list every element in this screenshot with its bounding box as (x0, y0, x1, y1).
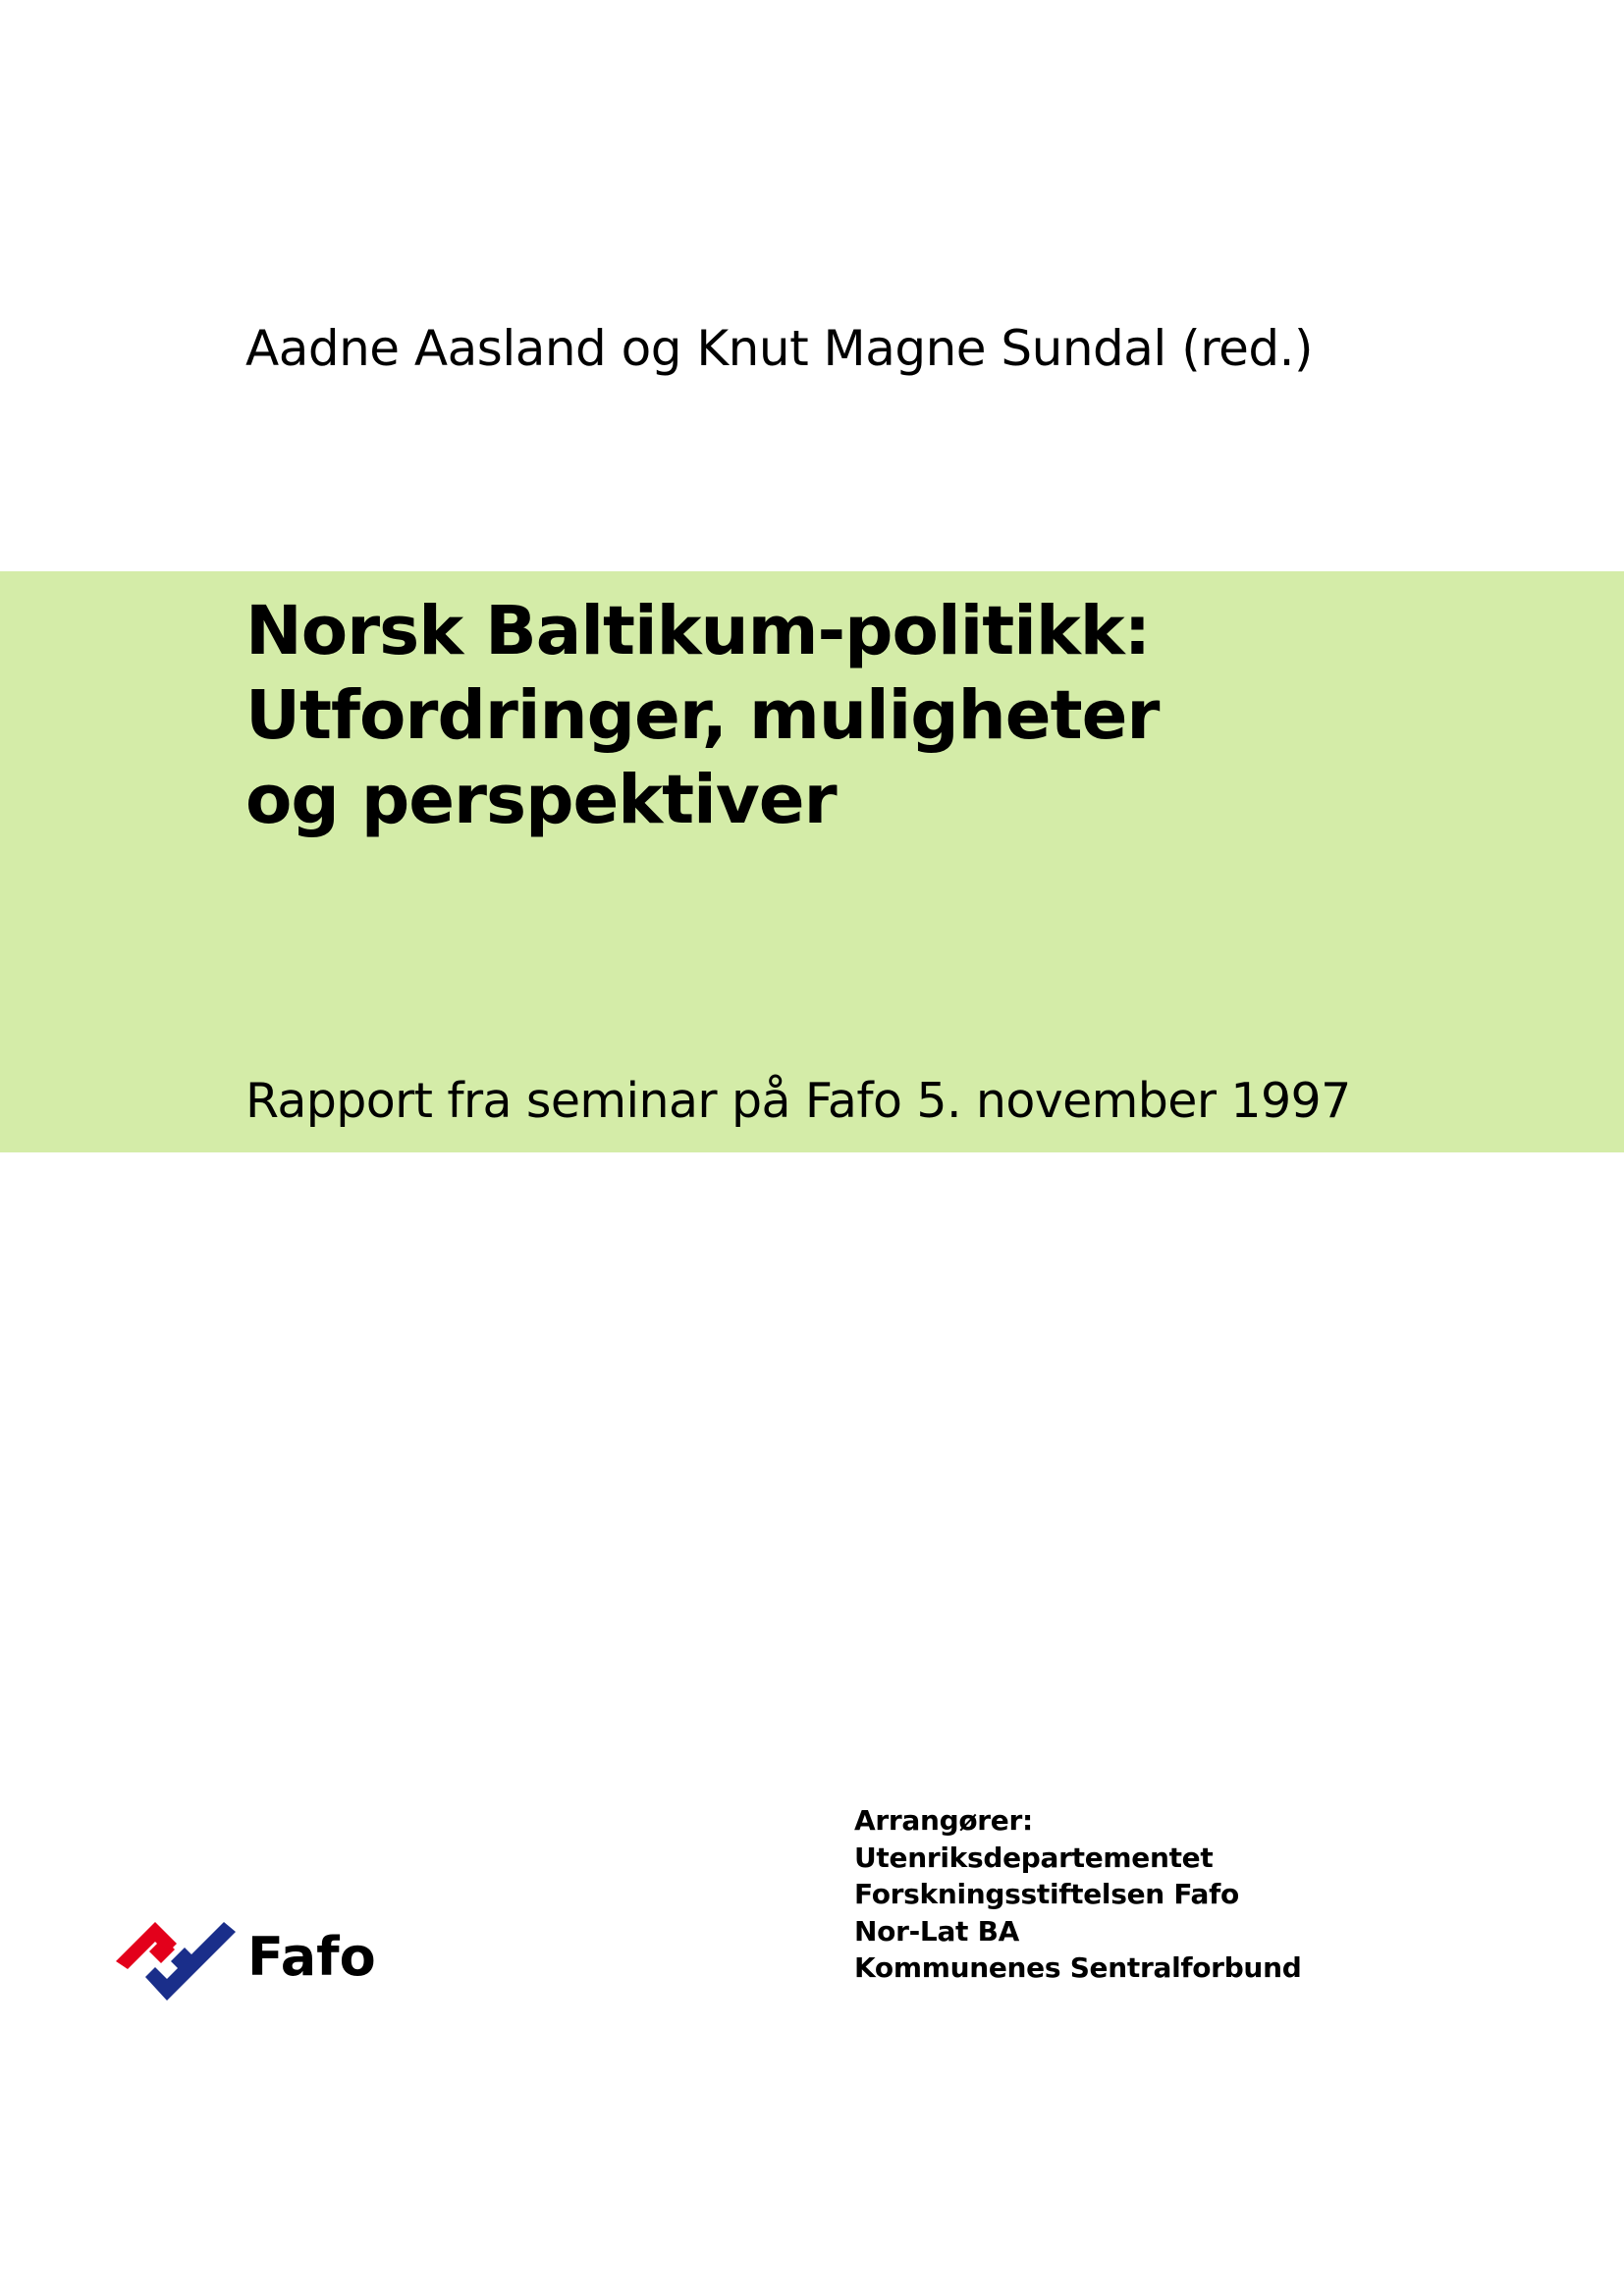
organizers-list (854, 1802, 1301, 1987)
organizer-item: Utenriksdepartementet (854, 1841, 1214, 1874)
report-title (245, 589, 1159, 842)
title-line: og perspektiver (245, 761, 837, 839)
report-subtitle: Rapport fra seminar på Fafo 5. november 1997 (245, 1073, 1351, 1129)
logo-wordmark: Fafo (247, 1926, 376, 1988)
title-line: Utfordringer, muligheter (245, 676, 1160, 755)
title-band (0, 571, 1624, 1152)
fafo-logo-icon (116, 1918, 236, 2001)
authors: Aadne Aasland og Knut Magne Sundal (red.) (245, 320, 1314, 377)
organizer-item: Forskningsstiftelsen Fafo (854, 1878, 1239, 1910)
fafo-logo-red-mark (116, 1922, 177, 1969)
organizer-item: Nor-Lat BA (854, 1914, 1019, 1948)
organizers-heading: Arrangører: (854, 1804, 1033, 1837)
fafo-logo (116, 1918, 391, 2001)
title-line: Norsk Baltikum-politikk: (245, 592, 1151, 670)
organizer-item: Kommunenes Sentralforbund (854, 1951, 1302, 1984)
